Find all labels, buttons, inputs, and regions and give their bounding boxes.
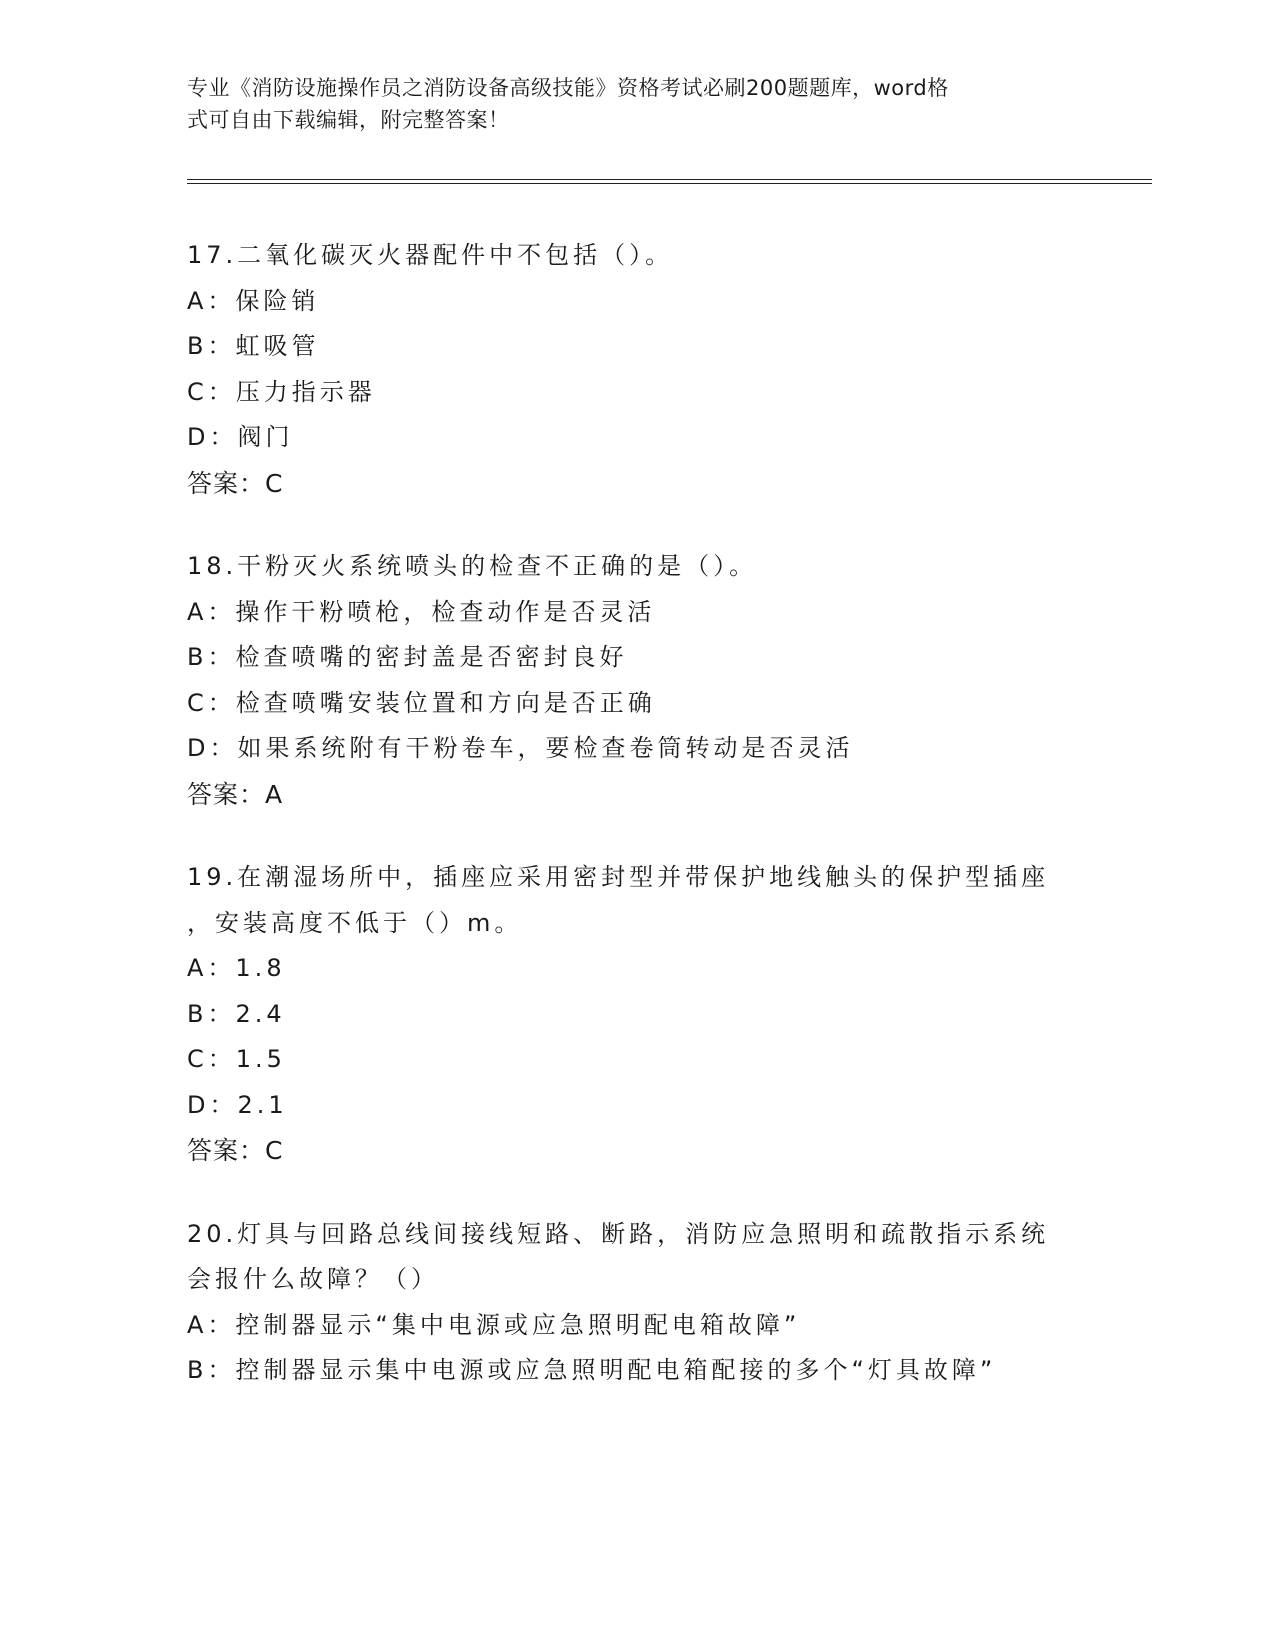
- option-b: B：2.4: [187, 999, 286, 1028]
- option-b: B：虹吸管: [187, 332, 320, 360]
- answer: 答案：C: [187, 468, 284, 498]
- option-b: B：控制器显示集中电源或应急照明配电箱配接的多个“灯具故障”: [187, 1356, 997, 1384]
- stem-line: 18.干粉灭火系统喷头的检查不正确的是（）。: [187, 552, 758, 580]
- option-a: A：1.8: [187, 954, 286, 982]
- question-20: [187, 1212, 1087, 1394]
- question-18: [187, 544, 1087, 817]
- header-line-1: 专业《消防设施操作员之消防设备高级技能》资格考试必刷200题题库，word格: [187, 76, 949, 100]
- question-stem: [187, 233, 1087, 279]
- answer: 答案：C: [187, 1136, 284, 1165]
- stem-line: 19.在潮湿场所中，插座应采用密封型并带保护地线触头的保护型插座: [187, 863, 1050, 891]
- document-header: [187, 72, 1067, 136]
- question-19: [187, 855, 1087, 1174]
- stem-line: 20.灯具与回路总线间接线短路、断路，消防应急照明和疏散指示系统: [187, 1219, 1050, 1248]
- question-stem: [187, 1212, 1087, 1303]
- header-divider-top: [187, 179, 1152, 180]
- question-list: [187, 233, 1087, 1432]
- option-c: C：压力指示器: [187, 377, 376, 406]
- header-divider-bottom: [187, 183, 1152, 184]
- option-d: D：如果系统附有干粉卷车，要检查卷筒转动是否灵活: [187, 734, 854, 762]
- option-a: A：保险销: [187, 286, 320, 315]
- option-d: D：2.1: [187, 1090, 288, 1119]
- question-stem: [187, 544, 1087, 590]
- option-d: D：阀门: [187, 423, 294, 451]
- stem-line: ，安装高度不低于（）m。: [187, 908, 523, 937]
- stem-line: 会报什么故障？（）: [187, 1265, 439, 1293]
- option-b: B：检查喷嘴的密封盖是否密封良好: [187, 643, 628, 671]
- answer: 答案：A: [187, 779, 284, 809]
- option-a: A：操作干粉喷枪，检查动作是否灵活: [187, 597, 656, 626]
- question-stem: [187, 855, 1087, 946]
- option-a: A：控制器显示“集中电源或应急照明配电箱故障”: [187, 1310, 801, 1339]
- stem-line: 17.二氧化碳灭火器配件中不包括（）。: [187, 241, 674, 269]
- question-17: [187, 233, 1087, 506]
- option-c: C：1.5: [187, 1045, 286, 1073]
- option-c: C：检查喷嘴安装位置和方向是否正确: [187, 688, 656, 717]
- header-line-2: 式可自由下载编辑，附完整答案！: [187, 108, 510, 132]
